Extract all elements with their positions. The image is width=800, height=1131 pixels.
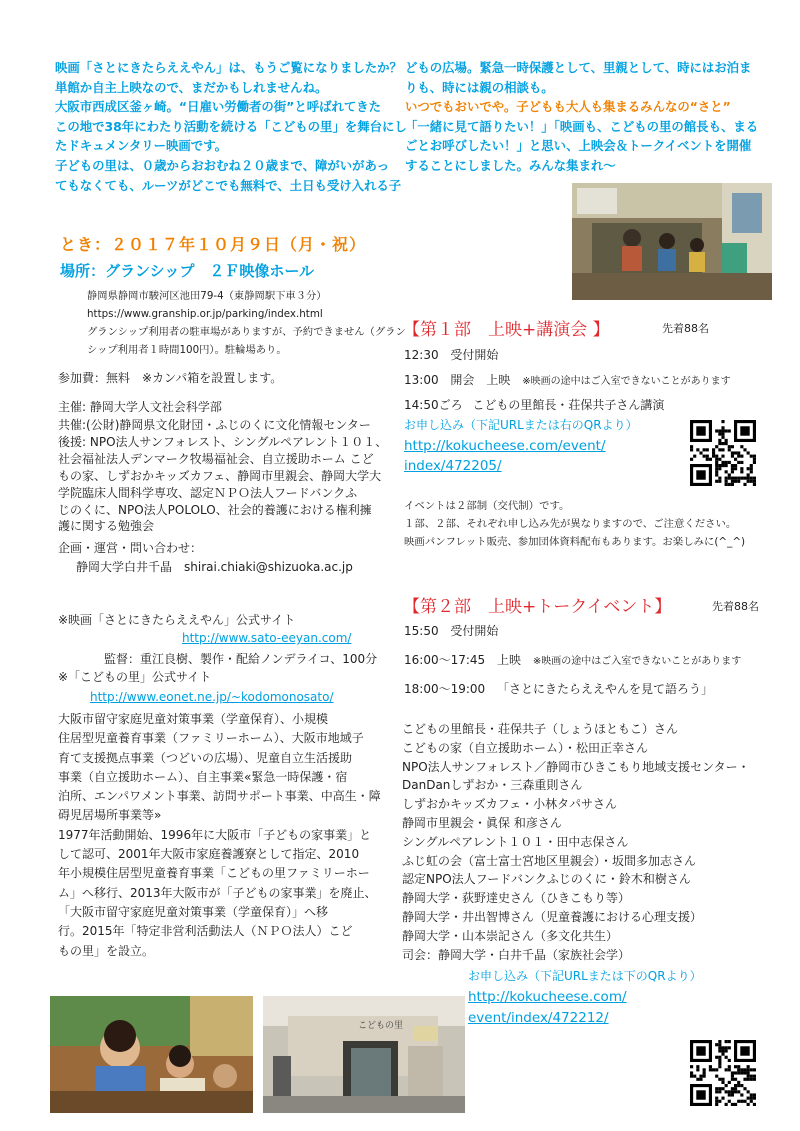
part1-url[interactable]: index/472205/ bbox=[404, 458, 502, 474]
description-line: ム」へ移行、2013年大阪市が「子どもの家事業」を廃止、 bbox=[58, 885, 377, 900]
description-line: 1977年活動開始、1996年に大阪市「子どもの家事業」と bbox=[58, 827, 372, 842]
schedule-text: 「さとにきたらええやんを見て語ろう」 bbox=[497, 682, 714, 696]
speaker-line: DanDanしずおか・三森重則さん bbox=[402, 778, 583, 793]
film-site-link[interactable]: http://www.sato-eeyan.com/ bbox=[182, 631, 352, 645]
film-site-label: ※映画「さとにきたらええやん」公式サイト bbox=[58, 613, 296, 627]
event-date: とき：２０１７年１０月９日（月・祝） bbox=[60, 235, 367, 254]
part2-apply: お申し込み（下記URLまたは下のQRより） bbox=[468, 969, 702, 983]
children-reading-photo bbox=[50, 996, 253, 1113]
schedule-text: 上映 bbox=[497, 653, 522, 667]
speaker-line: しずおかキッズカフェ・小林タパサさん bbox=[402, 797, 618, 812]
note-line: １部、２部、それぞれ申し込み先が異なりますので、ご注意ください。 bbox=[404, 518, 737, 530]
description-line: 碍児居場所事業等» bbox=[58, 808, 162, 823]
parking-note: グランシップ利用者の駐車場がありますが、予約できません（グラン bbox=[87, 326, 406, 338]
part1-schedule-row bbox=[404, 397, 664, 414]
parking-note: シップ利用者１時間100円）。駐輪場あり。 bbox=[87, 344, 287, 356]
description-line: 育て支援拠点事業（つどいの広場）、児童自立生活援助 bbox=[58, 750, 353, 765]
description-line: 行。2015年「特定非営利活動法人（ＮＰＯ法人）こど bbox=[58, 924, 353, 939]
schedule-time: 12:30 bbox=[404, 348, 439, 362]
intro-line: いつでもおいでや。子どもも大人も集まるみんなの“さと” bbox=[405, 99, 731, 115]
speaker-line: 静岡市里親会・眞保 和彦さん bbox=[402, 815, 562, 830]
intro-line: 単館か自主上映なので、まだかもしれませんね。 bbox=[55, 79, 328, 95]
schedule-time: 16:00〜17:45 bbox=[404, 653, 486, 667]
schedule-time: 18:00〜19:00 bbox=[404, 682, 486, 696]
intro-line: どもの広場。緊急一時保護として、里親として、時にはお泊ま bbox=[405, 60, 752, 75]
part2-url[interactable]: event/index/472212/ bbox=[468, 1010, 609, 1026]
speaker-line: シングルペアレント１０１・田中志保さん bbox=[402, 834, 629, 849]
schedule-text: 受付開始 bbox=[450, 348, 499, 362]
speaker-line: 静岡大学・山本崇記さん（多文化共生） bbox=[402, 928, 619, 943]
schedule-note: ※映画の途中はご入室できないことがあります bbox=[532, 656, 742, 667]
description-line: 大阪市留守家庭児童対策事業（学童保育）、小規模 bbox=[58, 712, 329, 726]
part2-capacity: 先着88名 bbox=[712, 600, 759, 613]
children-room-photo bbox=[572, 183, 772, 300]
kodomo-site-label: ※「こどもの里」公式サイト bbox=[58, 670, 212, 684]
sponsor-line: じのくに、NPO法人POLOLO、社会的養護における権利擁 bbox=[58, 502, 372, 517]
event-address: 静岡県静岡市駿河区池田79-4（東静岡駅下車３分） bbox=[87, 290, 327, 302]
part2-schedule-row bbox=[404, 623, 498, 640]
intro-line: たドキュメンタリー映画です。 bbox=[55, 138, 227, 154]
description-line: もの里」を設立。 bbox=[58, 943, 155, 958]
part2-url[interactable]: http://kokucheese.com/ bbox=[468, 989, 627, 1005]
note-line: イベントは２部制（交代制）です。 bbox=[404, 500, 570, 512]
part2-heading: 【第２部 上映+トークイベント】 bbox=[403, 597, 672, 617]
schedule-time: 14:50ごろ bbox=[404, 398, 463, 412]
part2-qr-code[interactable] bbox=[690, 1040, 756, 1106]
event-venue: 場所：グランシップ ２Ｆ映像ホール bbox=[60, 262, 315, 280]
kodomo-building-photo bbox=[263, 996, 465, 1113]
co-sponsors bbox=[58, 417, 398, 535]
fee: 参加費：無料 ※カンパ箱を設置します。 bbox=[58, 371, 283, 385]
description-line: 泊所、エンパワメント事業、訪問サポート事業、中高生・障 bbox=[58, 789, 381, 804]
description-line: 住居型児童養育事業（ファミリーホーム）、大阪市地域子 bbox=[58, 731, 364, 746]
intro-line: 子どもの里は、０歳からおおむね２０歳まで、障がいがあっ bbox=[55, 157, 390, 173]
speaker-line: ふじ虹の会（富士富士宮地区里親会）・坂間多加志さん bbox=[402, 853, 697, 868]
sponsor-line: 社会福祉法人デンマーク牧場福祉会、自立援助ホーム こど bbox=[58, 451, 374, 466]
sponsor-line: もの家、しずおかキッズカフェ、静岡市里親会、静岡大学大 bbox=[58, 468, 382, 483]
kodomo-site-link[interactable]: http://www.eonet.ne.jp/~kodomonosato/ bbox=[90, 690, 334, 704]
description-line: 「大阪市留守家庭児童対策事業（学童保育）」へ移 bbox=[58, 904, 329, 919]
notes bbox=[404, 497, 745, 551]
part1-apply: お申し込み（下記URLまたは右のQRより） bbox=[404, 418, 638, 432]
speaker-line: NPO法人サンフォレスト／静岡市ひきこもり地域支援センター・ bbox=[402, 759, 750, 774]
building-sign: こどもの里 bbox=[358, 1021, 404, 1031]
part2-schedule-row bbox=[404, 681, 713, 698]
speaker-line: 司会：静岡大学・白井千晶（家族社会学） bbox=[402, 947, 631, 962]
intro-line: てもなくても、ルーツがどこでも無料で、土日も受け入れる子 bbox=[55, 177, 402, 193]
speaker-line: 認定NPO法人フードバンクふじのくに・鈴木和樹さん bbox=[402, 872, 691, 887]
schedule-text: こどもの里館長・荘保共子さん講演 bbox=[472, 398, 665, 412]
schedule-note: ※映画の途中はご入室できないことがあります bbox=[522, 376, 731, 387]
schedule-time: 13:00 bbox=[404, 373, 439, 387]
intro-line: この地で38年にわたり活動を続ける「こどもの里」を舞台にし bbox=[55, 118, 407, 134]
speakers-list bbox=[402, 720, 782, 964]
parking-url[interactable]: https://www.granship.or.jp/parking/index.html bbox=[87, 308, 323, 320]
description-line: 年小規模住居型児童養育事業「こどもの里ファミリーホー bbox=[58, 866, 370, 881]
contact: 静岡大学白井千晶 shirai.chiaki@shizuoka.ac.jp bbox=[76, 560, 353, 574]
intro-line: ごとお呼びしたい！」と思い、上映会＆トークイベントを開催 bbox=[405, 138, 752, 154]
intro-line: りも、時には親の相談も。 bbox=[405, 79, 554, 95]
organizer: 主催: 静岡大学人文社会科学部 bbox=[58, 400, 222, 414]
part1-capacity: 先着88名 bbox=[662, 322, 709, 335]
schedule-text: 受付開始 bbox=[450, 624, 499, 638]
sponsor-line: 護に関する勉強会 bbox=[58, 519, 155, 534]
qr-code-graphic bbox=[690, 1040, 756, 1106]
intro-line: 「一緒に見て語りたい！」「映画も、こどもの里の館長も、まる bbox=[405, 118, 759, 134]
speaker-line: 静岡大学・荻野達史さん（ひきこもり等） bbox=[402, 891, 631, 906]
note-line: 映画パンフレット販売、参加団体資料配布もあります。お楽しみに(^_^) bbox=[404, 536, 746, 548]
intro-line: 大阪市西成区釜ヶ崎。“日雇い労働者の街”と呼ばれてきた bbox=[55, 99, 382, 115]
part1-qr-code[interactable] bbox=[690, 420, 756, 486]
part1-url[interactable]: http://kokucheese.com/event/ bbox=[404, 438, 606, 454]
intro-line: することにしました。みんな集まれ〜 bbox=[405, 157, 616, 173]
part1-heading: 【第１部 上映+講演会 】 bbox=[403, 320, 610, 340]
part1-schedule-row bbox=[404, 347, 498, 364]
intro-line: 映画「さとにきたらええやん」は、もうご覧になりましたか？ bbox=[55, 60, 402, 75]
film-credits: 監督：重江良樹、製作・配給ノンデライコ、100分 bbox=[104, 652, 378, 666]
speaker-line: 静岡大学・井出智博さん（児童養護における心理支援） bbox=[402, 909, 703, 924]
sponsor-line: 学院臨床人間科学専攻、認定ＮＰＯ法人フードバンクふ bbox=[58, 485, 358, 500]
intro-right bbox=[405, 58, 775, 176]
part1-schedule-row bbox=[404, 372, 731, 391]
part2-schedule-row bbox=[404, 652, 741, 671]
contact-label: 企画・運営・問い合わせ： bbox=[58, 541, 203, 555]
intro-left bbox=[55, 58, 407, 195]
speaker-line: こどもの里館長・荘保共子（しょうほともこ）さん bbox=[402, 722, 679, 736]
schedule-text: 開会 上映 bbox=[450, 373, 511, 387]
qr-code-graphic bbox=[690, 420, 756, 486]
kodomo-description bbox=[58, 710, 398, 961]
schedule-time: 15:50 bbox=[404, 624, 439, 638]
sponsor-line: 後援: NPO法人サンフォレスト、シングルペアレント１０１、 bbox=[58, 434, 388, 449]
speaker-line: こどもの家（自立援助ホーム）・松田正幸さん bbox=[402, 740, 649, 755]
description-line: 事業（自立援助ホーム）、自主事業«緊急一時保護・宿 bbox=[58, 769, 348, 784]
sponsor-line: 共催:(公財)静岡県文化財団・ふじのくに文化情報センター bbox=[58, 418, 371, 432]
description-line: して認可、2001年大阪市家庭養護寮として指定、2010 bbox=[58, 847, 360, 862]
